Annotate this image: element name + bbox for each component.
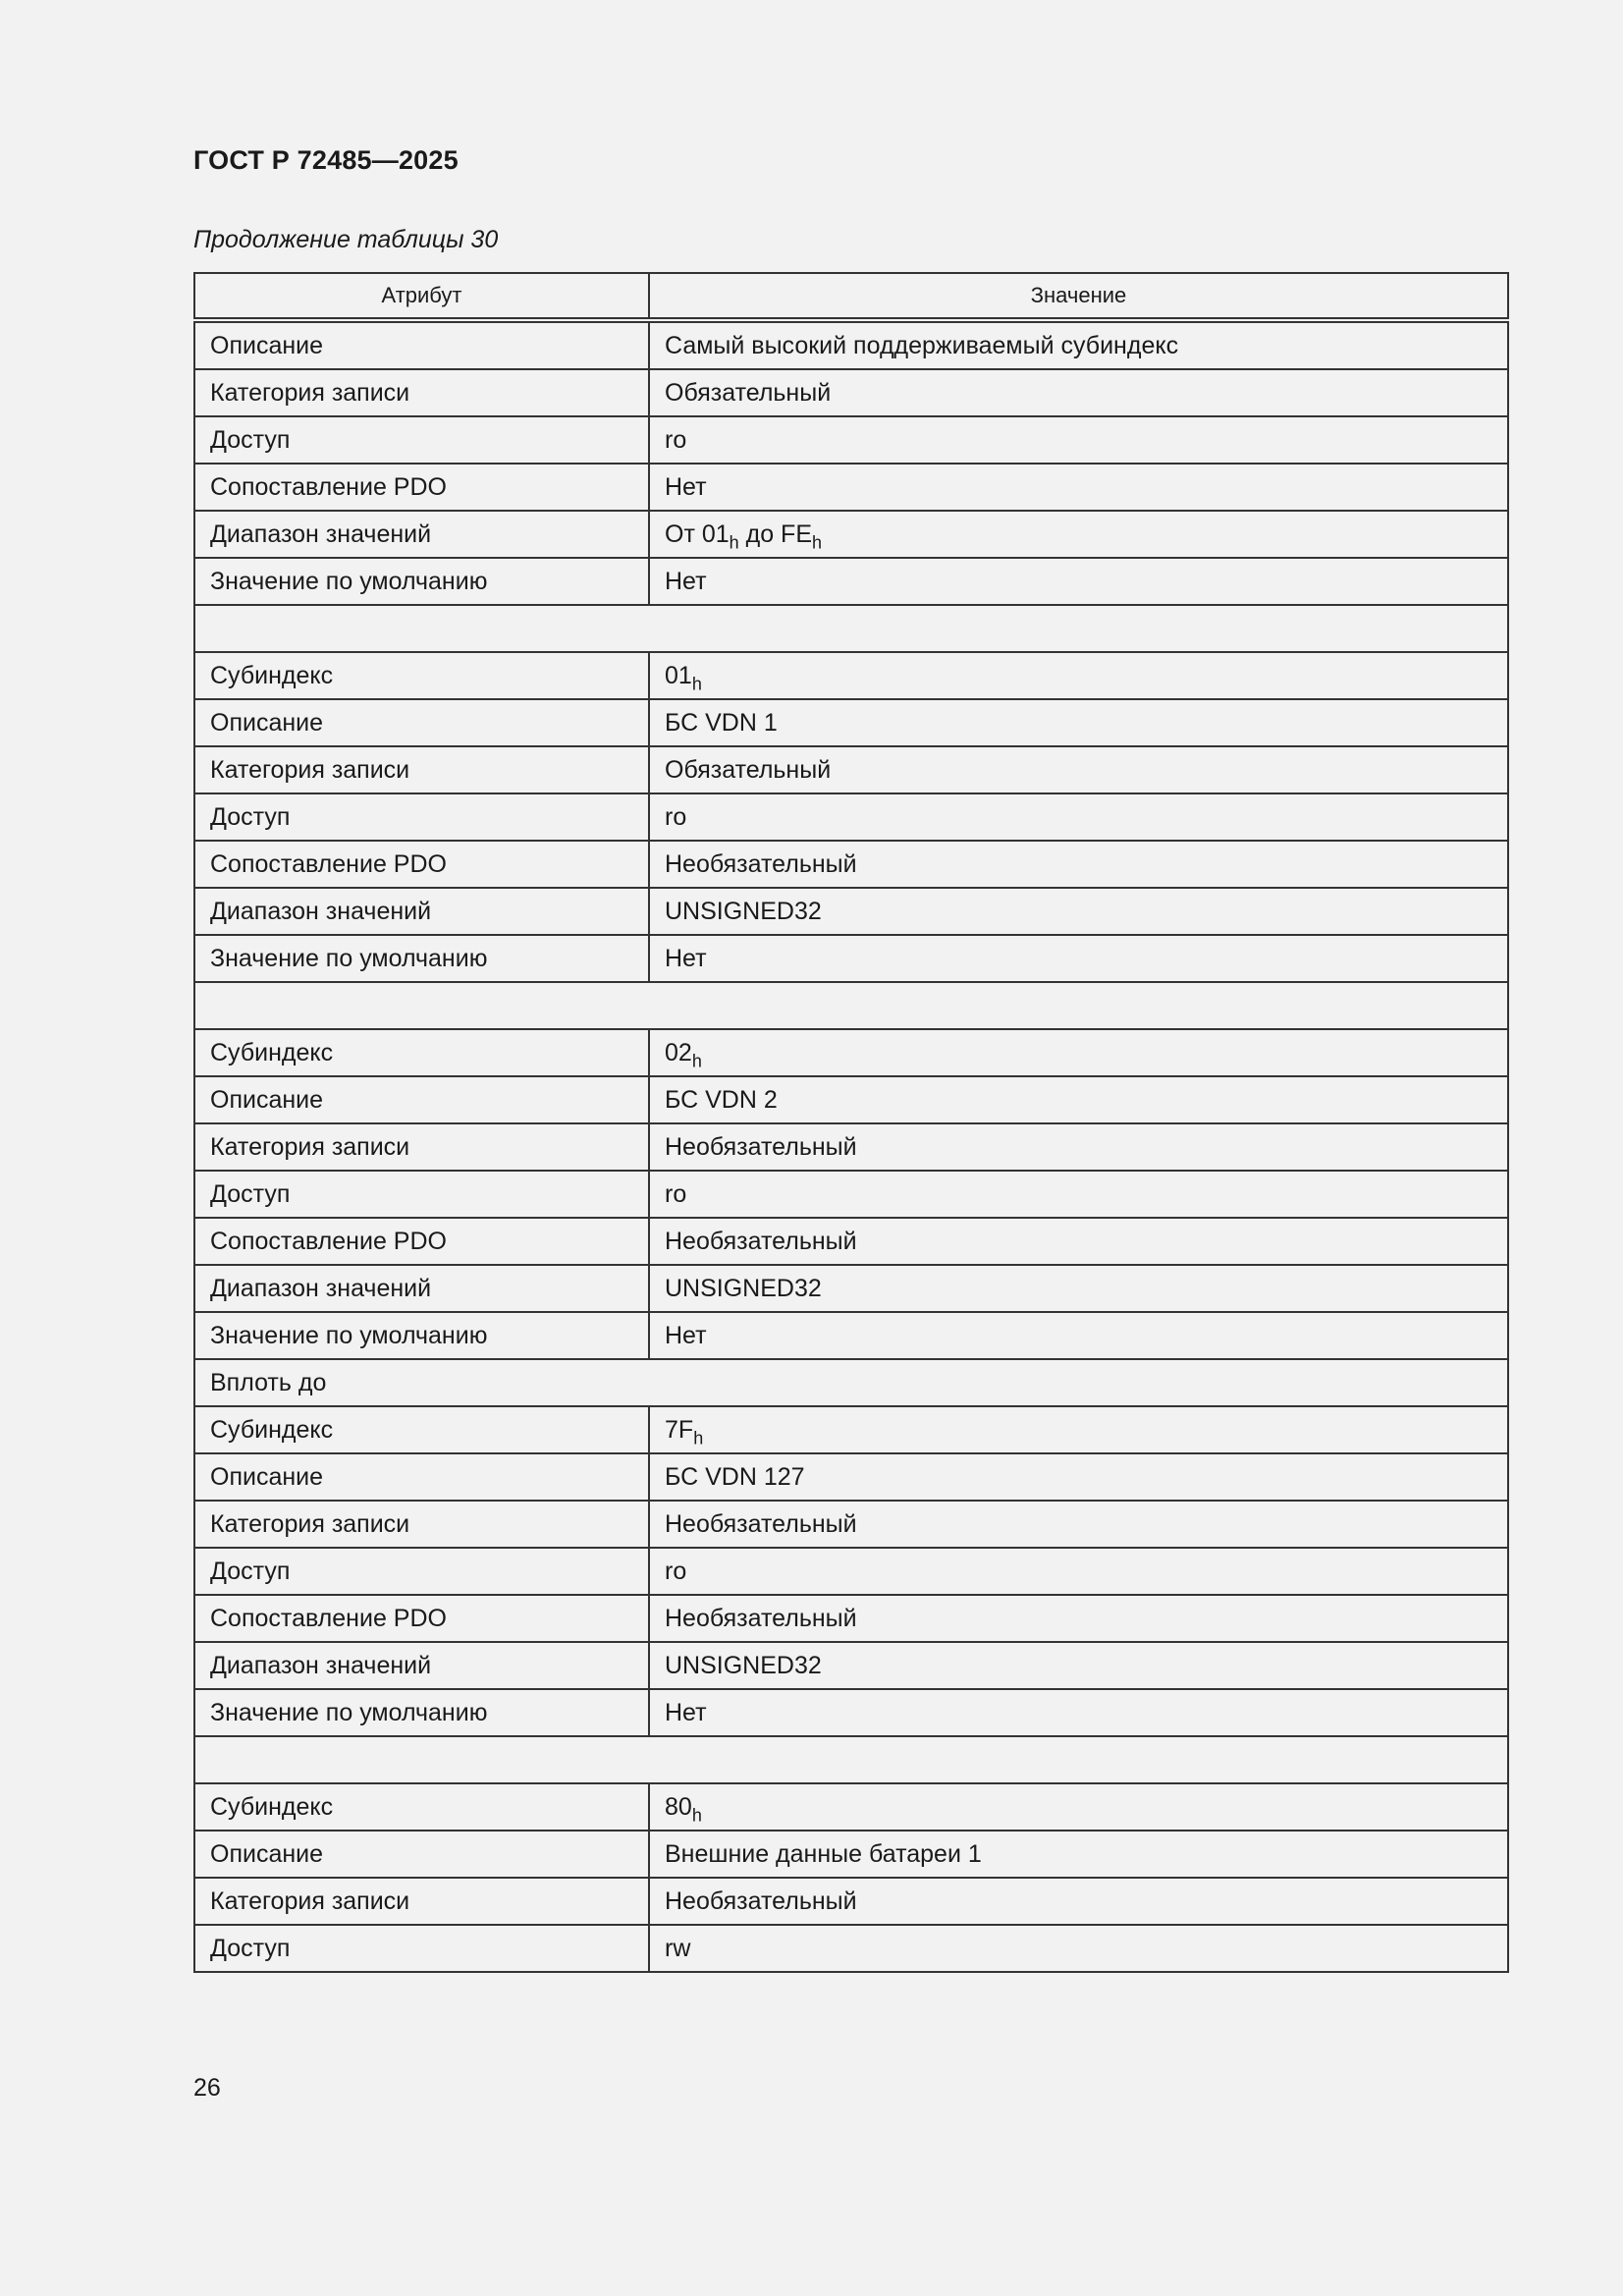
value-text: до FE — [738, 519, 813, 548]
attribute-cell: Описание — [194, 1076, 649, 1123]
table-row — [194, 793, 1508, 841]
continuation-note-cell: Вплоть до — [194, 1359, 1508, 1406]
attribute-cell: Субиндекс — [194, 652, 649, 699]
spacer-cell — [194, 605, 1508, 652]
attribute-cell: Субиндекс — [194, 1406, 649, 1453]
value-cell: Нет — [649, 464, 1508, 511]
value-cell: Необязательный — [649, 1501, 1508, 1548]
table-row — [194, 1925, 1508, 1972]
value-cell: Нет — [649, 1689, 1508, 1736]
attribute-cell: Значение по умолчанию — [194, 1689, 649, 1736]
attribute-cell: Доступ — [194, 1548, 649, 1595]
value-cell: Нет — [649, 1312, 1508, 1359]
value-text: 02 — [665, 1038, 692, 1066]
table-row — [194, 1265, 1508, 1312]
table-row — [194, 1218, 1508, 1265]
attribute-cell: Значение по умолчанию — [194, 558, 649, 605]
attribute-cell: Категория записи — [194, 1501, 649, 1548]
spacer-cell — [194, 982, 1508, 1029]
hex-suffix-subscript: h — [693, 1427, 704, 1448]
value-cell — [649, 511, 1508, 558]
attribute-cell: Доступ — [194, 1171, 649, 1218]
attribute-cell: Диапазон значений — [194, 1265, 649, 1312]
table-row — [194, 558, 1508, 605]
attribute-cell: Описание — [194, 1453, 649, 1501]
value-cell: Необязательный — [649, 1878, 1508, 1925]
value-cell: Нет — [649, 935, 1508, 982]
spacer-cell — [194, 1736, 1508, 1783]
attribute-cell: Значение по умолчанию — [194, 1312, 649, 1359]
value-cell — [649, 1029, 1508, 1076]
table-row — [194, 1312, 1508, 1359]
value-text: От 01 — [665, 519, 730, 548]
table-row-spacer — [194, 1736, 1508, 1783]
attribute-cell: Субиндекс — [194, 1029, 649, 1076]
value-text: 01 — [665, 661, 692, 689]
hex-suffix-subscript: h — [691, 673, 702, 693]
table-caption: Продолжение таблицы 30 — [193, 226, 499, 253]
table-row — [194, 1783, 1508, 1831]
table-row — [194, 699, 1508, 746]
attribute-cell: Доступ — [194, 1925, 649, 1972]
table-row-spacer — [194, 982, 1508, 1029]
attribute-cell: Описание — [194, 1831, 649, 1878]
value-cell: Самый высокий поддерживаемый субиндекс — [649, 320, 1508, 369]
value-cell: БС VDN 2 — [649, 1076, 1508, 1123]
value-cell — [649, 1783, 1508, 1831]
table-row — [194, 1548, 1508, 1595]
value-cell — [649, 652, 1508, 699]
value-cell: UNSIGNED32 — [649, 888, 1508, 935]
attribute-table — [193, 272, 1509, 1973]
table-row — [194, 935, 1508, 982]
page-number: 26 — [193, 2074, 221, 2102]
table-row — [194, 1642, 1508, 1689]
table-row — [194, 464, 1508, 511]
value-cell — [649, 1406, 1508, 1453]
value-cell: UNSIGNED32 — [649, 1642, 1508, 1689]
table-header-row — [194, 273, 1508, 320]
hex-suffix-subscript: h — [812, 531, 823, 552]
column-header-value: Значение — [649, 273, 1508, 320]
value-cell: Необязательный — [649, 1123, 1508, 1171]
attribute-cell: Диапазон значений — [194, 888, 649, 935]
hex-suffix-subscript: h — [729, 531, 739, 552]
table-row — [194, 1595, 1508, 1642]
table-body — [194, 320, 1508, 1972]
hex-suffix-subscript: h — [691, 1804, 702, 1825]
document-standard-header: ГОСТ Р 72485—2025 — [193, 145, 459, 175]
table-row — [194, 1453, 1508, 1501]
attribute-cell: Категория записи — [194, 1878, 649, 1925]
attribute-cell: Диапазон значений — [194, 1642, 649, 1689]
table-row — [194, 888, 1508, 935]
value-cell: ro — [649, 793, 1508, 841]
hex-suffix-subscript: h — [691, 1050, 702, 1070]
attribute-cell: Сопоставление PDO — [194, 464, 649, 511]
column-header-attribute: Атрибут — [194, 273, 649, 320]
attribute-cell: Доступ — [194, 416, 649, 464]
value-cell: Нет — [649, 558, 1508, 605]
table-row — [194, 652, 1508, 699]
value-cell: ro — [649, 416, 1508, 464]
table-row — [194, 511, 1508, 558]
attribute-cell: Описание — [194, 699, 649, 746]
table-row-spacer — [194, 605, 1508, 652]
attribute-cell: Доступ — [194, 793, 649, 841]
table-row — [194, 1029, 1508, 1076]
table-row — [194, 1501, 1508, 1548]
attribute-cell: Сопоставление PDO — [194, 1218, 649, 1265]
table-row — [194, 416, 1508, 464]
table-row — [194, 320, 1508, 369]
attribute-cell: Диапазон значений — [194, 511, 649, 558]
value-cell: ro — [649, 1171, 1508, 1218]
value-cell: Необязательный — [649, 841, 1508, 888]
table-row — [194, 1171, 1508, 1218]
value-cell: БС VDN 127 — [649, 1453, 1508, 1501]
table-row — [194, 1406, 1508, 1453]
value-cell: Внешние данные батареи 1 — [649, 1831, 1508, 1878]
attribute-cell: Описание — [194, 320, 649, 369]
table-header — [194, 273, 1508, 320]
attribute-cell: Сопоставление PDO — [194, 1595, 649, 1642]
value-cell: UNSIGNED32 — [649, 1265, 1508, 1312]
value-cell: Необязательный — [649, 1218, 1508, 1265]
value-cell: БС VDN 1 — [649, 699, 1508, 746]
table-row-continuation — [194, 1359, 1508, 1406]
table-row — [194, 841, 1508, 888]
attribute-cell: Сопоставление PDO — [194, 841, 649, 888]
table-row — [194, 1123, 1508, 1171]
value-cell: ro — [649, 1548, 1508, 1595]
table-row — [194, 1689, 1508, 1736]
table-row — [194, 1831, 1508, 1878]
value-text: 7F — [665, 1415, 694, 1444]
value-cell: Обязательный — [649, 746, 1508, 793]
value-cell: Необязательный — [649, 1595, 1508, 1642]
attribute-cell: Категория записи — [194, 1123, 649, 1171]
table-row — [194, 746, 1508, 793]
attribute-cell: Значение по умолчанию — [194, 935, 649, 982]
value-cell: Обязательный — [649, 369, 1508, 416]
table-row — [194, 1076, 1508, 1123]
value-cell: rw — [649, 1925, 1508, 1972]
attribute-cell: Категория записи — [194, 369, 649, 416]
value-text: 80 — [665, 1792, 692, 1821]
attribute-cell: Субиндекс — [194, 1783, 649, 1831]
table-row — [194, 369, 1508, 416]
table-row — [194, 1878, 1508, 1925]
attribute-cell: Категория записи — [194, 746, 649, 793]
